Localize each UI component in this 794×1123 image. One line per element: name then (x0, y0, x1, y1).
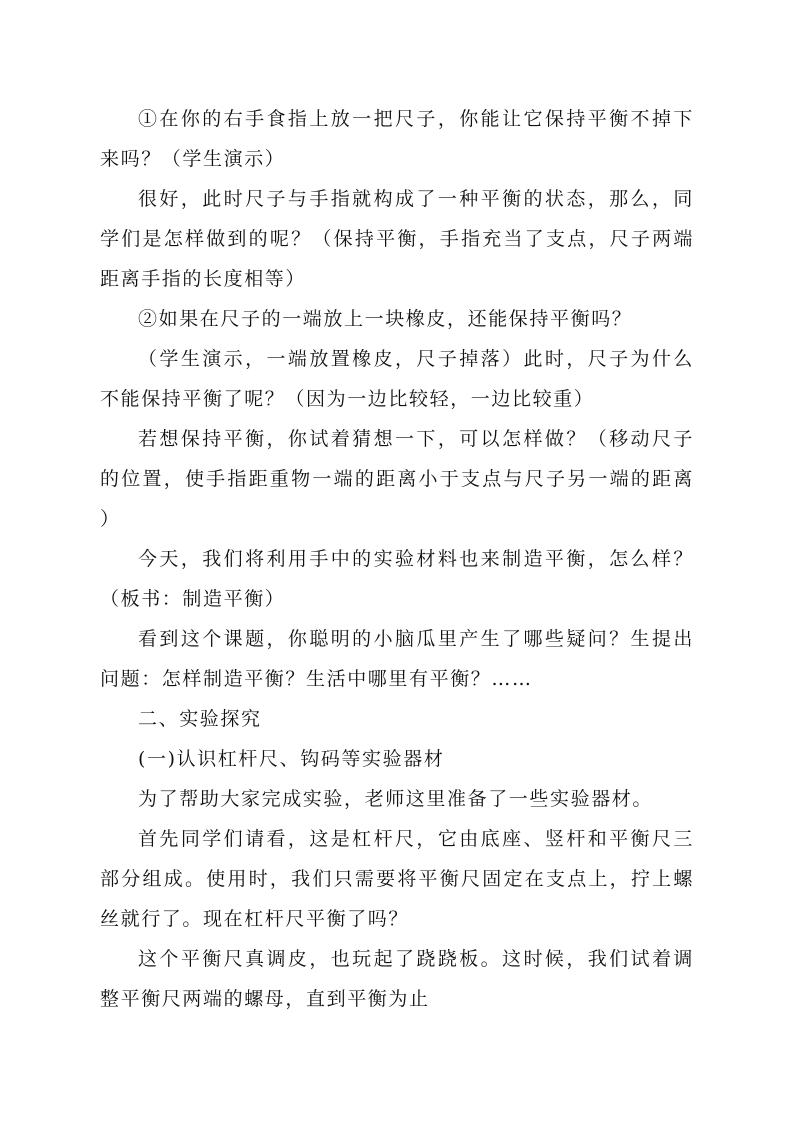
paragraph-questions: 看到这个课题，你聪明的小脑瓜里产生了哪些疑问？生提出问题：怎样制造平衡？生活中哪里有平衡？…… (100, 628, 694, 690)
document-body (100, 99, 694, 1019)
paragraph-student-demo: （学生演示，一端放置橡皮，尺子掉落）此时，尺子为什么不能保持平衡了呢？（因为一边比较轻，一边比较重） (100, 348, 694, 410)
paragraph-experiment-1: ①在你的右手食指上放一把尺子，你能让它保持平衡不掉下来吗？（学生演示） (100, 108, 694, 170)
paragraph-adjust-nuts: 这个平衡尺真调皮，也玩起了跷跷板。这时候，我们试着调整平衡尺两端的螺母，直到平衡为止 (100, 948, 694, 1010)
paragraph-equipment-intro: 为了帮助大家完成实验，老师这里准备了一些实验器材。 (138, 788, 654, 810)
section-heading-experiment: 二、实验探究 (138, 708, 262, 730)
paragraph-lever-description: 首先同学们请看，这是杠杆尺，它由底座、竖杆和平衡尺三部分组成。使用时，我们只需要将平衡尺固定在支点上，拧上螺丝就行了。现在杠杆尺平衡了吗？ (100, 828, 694, 930)
subsection-heading-equipment: (一)认识杠杆尺、钩码等实验器材 (138, 748, 445, 770)
paragraph-lesson-topic: 今天，我们将利用手中的实验材料也来制造平衡，怎么样？（板书：制造平衡） (100, 548, 694, 610)
paragraph-experiment-2: ②如果在尺子的一端放上一块橡皮，还能保持平衡吗？ (138, 308, 633, 330)
paragraph-guess: 若想保持平衡，你试着猜想一下，可以怎样做？（移动尺子的位置，使手指距重物一端的距离小于支点与尺子另一端的距离 ） (100, 428, 694, 530)
paragraph-balance-explanation: 很好，此时尺子与手指就构成了一种平衡的状态，那么，同学们是怎样做到的呢？（保持平衡，手指充当了支点，尺子两端距离手指的长度相等） (100, 188, 694, 290)
